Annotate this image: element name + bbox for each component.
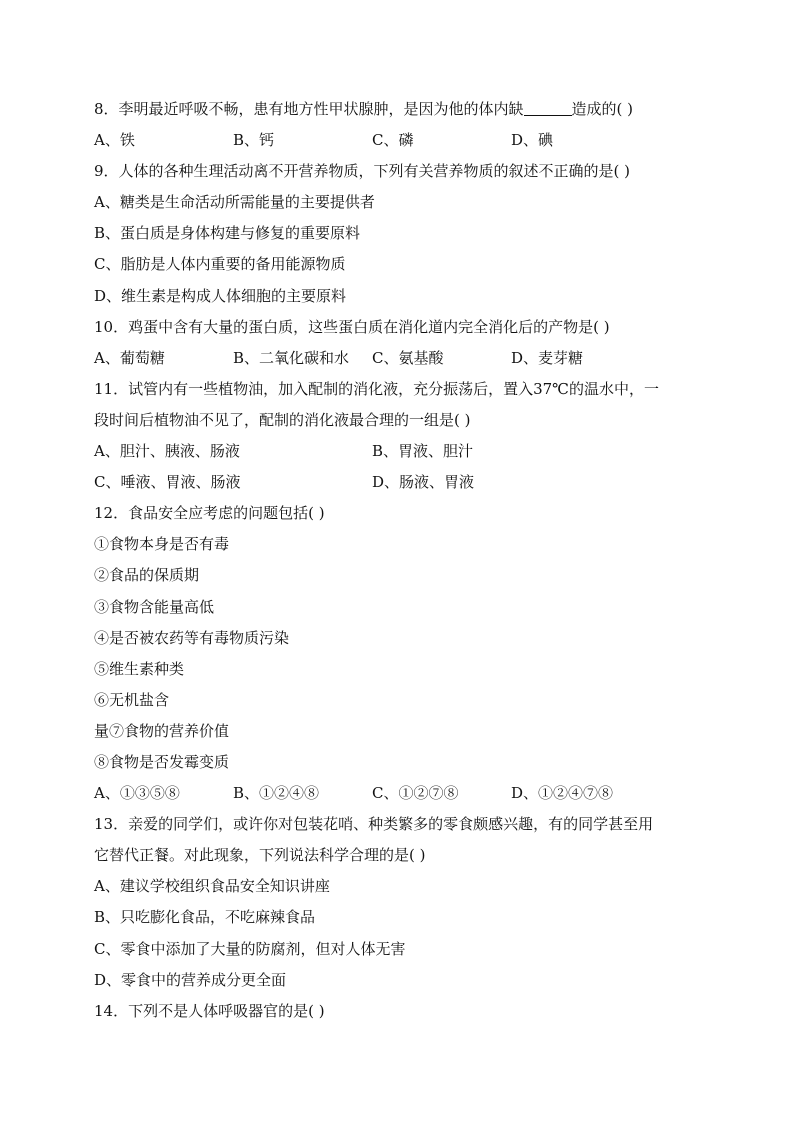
question-12-item: 量⑦食物的营养价值 xyxy=(94,721,230,740)
question-13-option-c: C、零食中添加了大量的防腐剂，但对人体无害 xyxy=(94,939,406,958)
question-9-stem: 9．人体的各种生理活动离不开营养物质，下列有关营养物质的叙述不正确的是( ) xyxy=(94,162,631,181)
question-9-option-b: B、蛋白质是身体构建与修复的重要原料 xyxy=(94,224,361,243)
question-11-options-row-1 xyxy=(94,436,700,467)
question-12-item: ⑥无机盐含 xyxy=(94,690,170,709)
question-8-stem-after: 造成的( ) xyxy=(571,100,634,118)
question-9-option-c: C、脂肪是人体内重要的备用能源物质 xyxy=(94,255,346,274)
question-14-stem: 14．下列不是人体呼吸器官的是( ) xyxy=(94,1001,325,1020)
question-10-option-b: B、二氧化碳和水 xyxy=(233,348,350,367)
question-8-stem-before: 8．李明最近呼吸不畅，患有地方性甲状腺肿，是因为他的体内缺 xyxy=(94,100,524,118)
question-13-stem-line-1: 13．亲爱的同学们，或许你对包装花哨、种类繁多的零食颇感兴趣，有的同学甚至用 xyxy=(94,815,654,834)
question-8-option-d: D、碘 xyxy=(511,131,554,150)
question-12-option-d: D、①②④⑦⑧ xyxy=(511,784,614,803)
question-11-options-row-2 xyxy=(94,467,700,498)
question-10-option-a: A、葡萄糖 xyxy=(94,348,165,367)
question-11-option-b: B、胃液、胆汁 xyxy=(372,442,474,461)
question-8-option-b: B、钙 xyxy=(233,131,275,150)
question-11-option-a: A、胆汁、胰液、肠液 xyxy=(94,442,240,461)
question-9-option-d: D、维生素是构成人体细胞的主要原料 xyxy=(94,286,347,305)
question-11-stem-line-2: 段时间后植物油不见了，配制的消化液最合理的一组是( ) xyxy=(94,410,471,429)
exam-page xyxy=(94,94,700,1027)
question-12-item: ⑧食物是否发霉变质 xyxy=(94,752,230,771)
question-12-options xyxy=(94,778,700,809)
question-10-option-d: D、麦芽糖 xyxy=(511,348,584,367)
question-13-option-d: D、零食中的营养成分更全面 xyxy=(94,970,287,989)
question-10-stem: 10．鸡蛋中含有大量的蛋白质，这些蛋白质在消化道内完全消化后的产物是( ) xyxy=(94,317,610,336)
question-12-item: ③食物含能量高低 xyxy=(94,597,215,616)
question-12-option-b: B、①②④⑧ xyxy=(233,784,320,803)
question-10-option-c: C、氨基酸 xyxy=(372,348,444,367)
question-13-option-a: A、建议学校组织食品安全知识讲座 xyxy=(94,877,330,896)
answer-blank xyxy=(524,97,572,116)
question-12-stem: 12．食品安全应考虑的问题包括( ) xyxy=(94,504,325,523)
question-8-options xyxy=(94,125,700,156)
question-12-item: ①食物本身是否有毒 xyxy=(94,535,230,554)
question-12-item: ②食品的保质期 xyxy=(94,566,200,585)
question-11-option-d: D、肠液、胃液 xyxy=(372,473,475,492)
question-12-option-c: C、①②⑦⑧ xyxy=(372,784,459,803)
question-9-option-a: A、糖类是生命活动所需能量的主要提供者 xyxy=(94,193,375,212)
question-10-options xyxy=(94,343,700,374)
question-12-option-a: A、①③⑤⑧ xyxy=(94,784,180,803)
question-8-option-c: C、磷 xyxy=(372,131,414,150)
question-13-stem-line-2: 它替代正餐。对此现象，下列说法科学合理的是( ) xyxy=(94,846,426,865)
question-12-item: ④是否被农药等有毒物质污染 xyxy=(94,628,290,647)
question-13-option-b: B、只吃膨化食品，不吃麻辣食品 xyxy=(94,908,316,927)
question-8-option-a: A、铁 xyxy=(94,131,135,150)
question-11-option-c: C、唾液、胃液、肠液 xyxy=(94,473,241,492)
question-11-stem-line-1: 11．试管内有一些植物油，加入配制的消化液，充分振荡后，置入37℃的温水中，一 xyxy=(94,379,659,398)
question-12-item: ⑤维生素种类 xyxy=(94,659,185,678)
question-8-stem xyxy=(94,94,700,125)
